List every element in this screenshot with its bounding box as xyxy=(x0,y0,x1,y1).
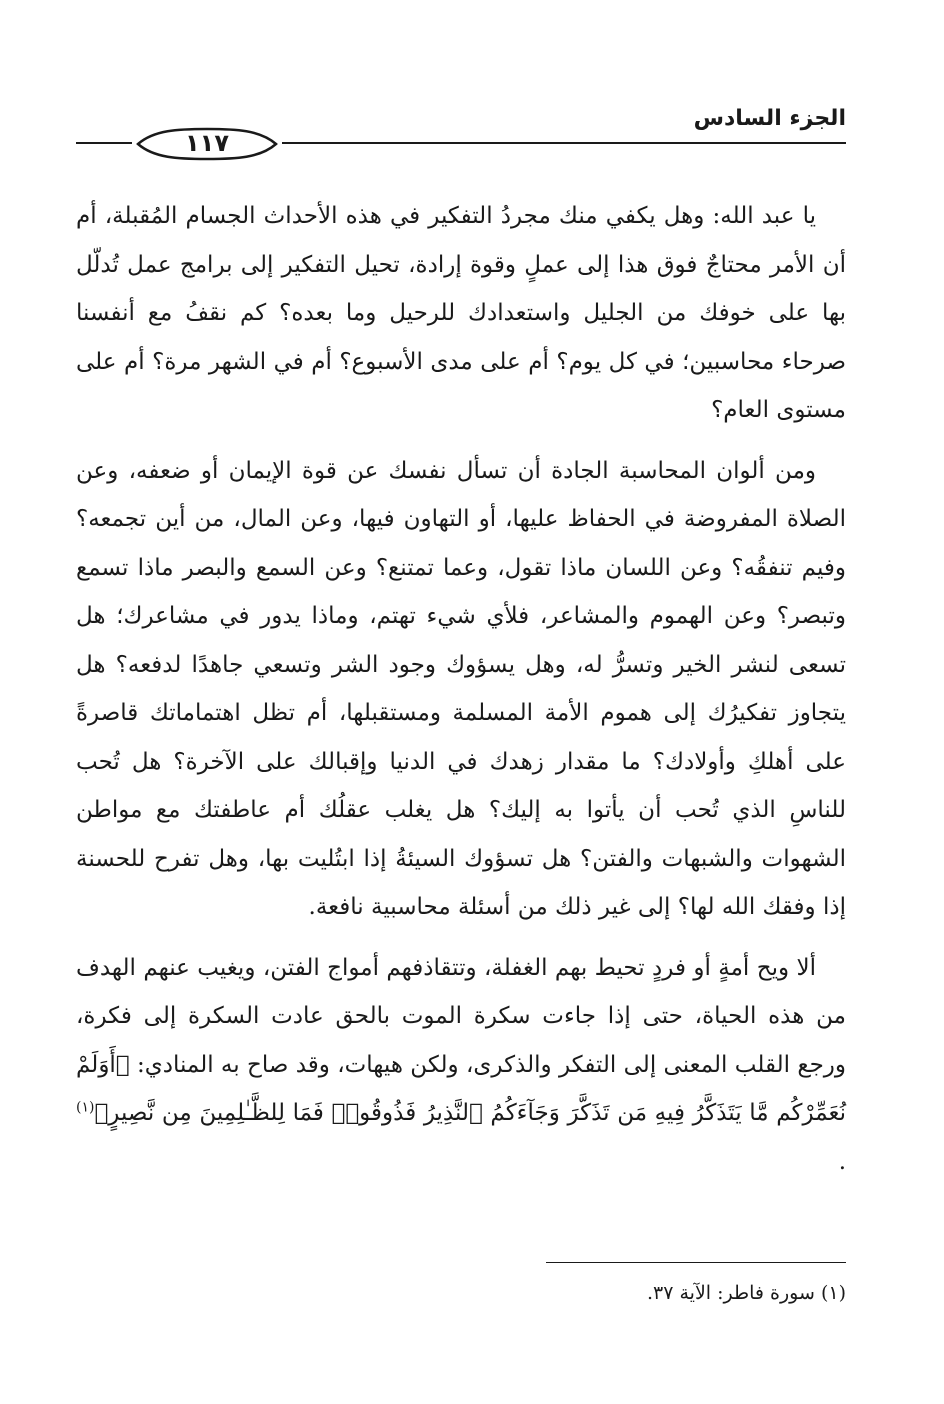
footnote-marker: (١) xyxy=(76,1099,95,1116)
part-title: الجزء السادس xyxy=(688,106,846,131)
page-number-badge xyxy=(132,126,282,162)
footnote: (١) سورة فاطر: الآية ٣٧. xyxy=(646,1282,846,1304)
quran-verse: ﴿أَوَلَمْ نُعَمِّرْكُم مَّا يَتَذَكَّرُ فِيهِ مَن تَذَكَّرَ وَجَآءَكُمُ ٱلنَّذِيرُ فَذُوقُوا۟ فَمَا لِلظَّـٰلِمِينَ مِن نَّصِيرٍ﴾ xyxy=(76,1051,846,1126)
footnote-rule xyxy=(546,1262,846,1263)
paragraph-text: ألا ويح أمةٍ أو فردٍ تحيط بهم الغفلة، وتتقاذفهم أمواج الفتن، ويغيب عنهم الهدف من هذه الحياة، حتى إذا جاءت سكرة الموت بالحق عادت السكرة إلى فكرة، ورجع القلب المعنى إلى التفكر والذكرى، ولكن هيهات، وقد صاح به المنادي: xyxy=(76,954,847,1078)
page-number: ١١٧ xyxy=(185,129,229,157)
paragraph: يا عبد الله: وهل يكفي منك مجردُ التفكير في هذه الأحداث الجسام المُقبلة، أم أن الأمر محتاجٌ فوق هذا إلى عملٍ وقوة إرادة، تحيل التفكير إلى برامج عمل تُدلّل بها على خوفك من الجليل واستعدادك للرحيل وما بعده؟ كم نقفُ مع أنفسنا صرحاء محاسبين؛ في كل يوم؟ أم على مدى الأسبوع؟ أم في الشهر مرة؟ أم على مستوى العام؟ xyxy=(76,203,846,423)
paragraph-end: . xyxy=(838,1148,846,1175)
paragraph-with-verse xyxy=(76,944,846,1187)
page-header xyxy=(76,96,846,166)
body-text xyxy=(76,192,846,1198)
paragraph: ومن ألوان المحاسبة الجادة أن تسأل نفسك عن قوة الإيمان أو ضعفه، وعن الصلاة المفروضة في الحفاظ عليها، أو التهاون فيها، وعن المال، من أين تجمعه؟ وفيم تنفقُه؟ وعن اللسان ماذا تقول، وعما تمتنع؟ وعن السمع والبصر ماذا تسمع وتبصر؟ وعن الهموم والمشاعر، فلأي شيء تهتم، وماذا يدور في مشاعرك؛ هل تسعى لنشر الخير وتسرُّ له، وهل يسؤوك وجود الشر وتسعي جاهدًا لدفعه؟ هل يتجاوز تفكيرُك إلى هموم الأمة المسلمة ومستقبلها، أم تظل اهتماماتك قاصرةً على أهلكِ وأولادك؟ ما مقدار زهدك في الدنيا وإقبالك على الآخرة؟ هل تُحب للناسِ الذي تُحب أن يأتوا به إليك؟ هل يغلب عقلُك أم عاطفتك مع مواطن الشهوات والشبهات والفتن؟ هل تسؤوك السيئةُ إذا ابتُليت بها، وهل تفرح للحسنة إذا وفقك الله لها؟ إلى غير ذلك من أسئلة محاسبية نافعة. xyxy=(76,457,846,920)
